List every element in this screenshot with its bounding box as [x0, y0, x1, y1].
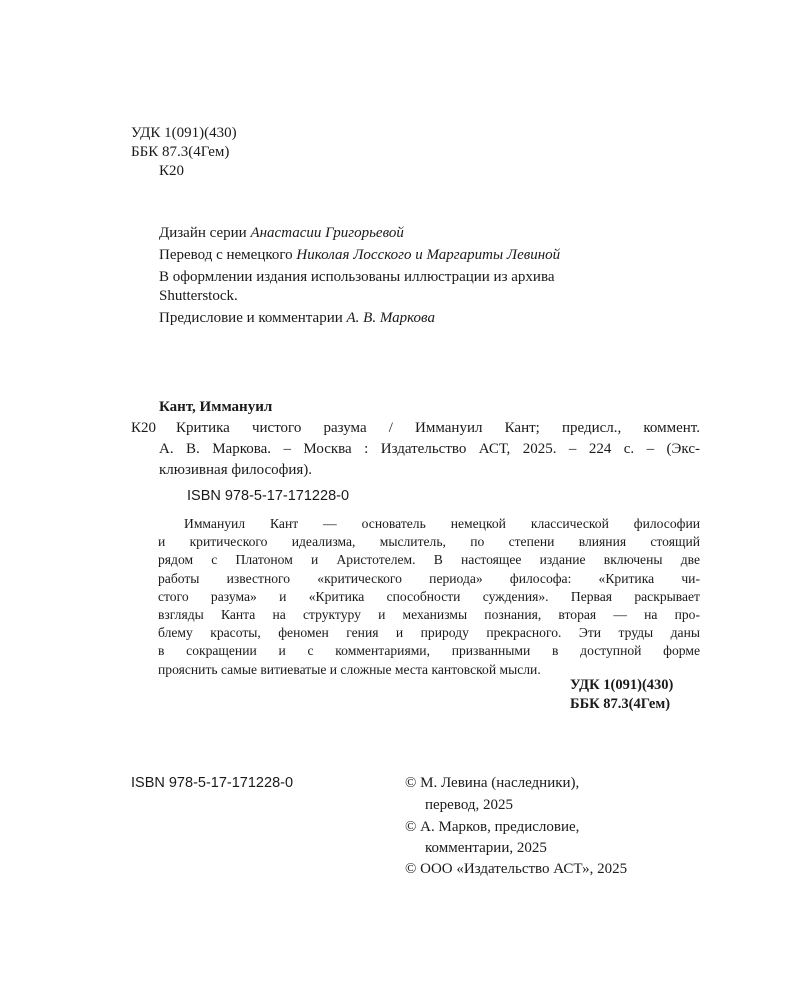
- catalog-author: Кант, Иммануил: [159, 399, 273, 415]
- annotation-line: рядом с Платоном и Аристотелем. В настоящее издание включены две: [158, 552, 700, 568]
- preface-author-name: А. В. Маркова: [346, 310, 435, 326]
- catalog-udk: УДК 1(091)(430): [570, 677, 674, 693]
- series-design-label: Дизайн серии: [159, 225, 251, 241]
- translator-names: Николая Лосского и Маргариты Левиной: [296, 247, 561, 263]
- annotation-line: и критического идеализма, мыслитель, по степени влияния стоящий: [158, 534, 700, 550]
- series-design-credit: [159, 224, 404, 243]
- copyright-publisher: © ООО «Издательство АСТ», 2025: [405, 861, 628, 877]
- annotation-line: блему красоты, феномен гения и природу прекрасного. Эти труды даны: [158, 625, 700, 641]
- translation-label: Перевод с немецкого: [159, 247, 297, 263]
- udk-code: УДК 1(091)(430): [131, 125, 237, 141]
- annotation-line: Иммануил Кант — основатель немецкой классической философии: [184, 516, 700, 531]
- bbk-code: ББК 87.3(4Гем): [131, 144, 230, 160]
- catalog-description-text2: А. В. Маркова. – Москва : Издательство АСТ, 2025. – 224 с. – (Экс-: [159, 441, 700, 457]
- annotation-line: в сокращении и с комментариями, призванными в доступной форме: [158, 643, 700, 659]
- annotation: [158, 515, 700, 679]
- preface-credit: [159, 309, 435, 328]
- catalog-description-line3: клюзивная философия).: [159, 462, 313, 478]
- translation-credit: [159, 246, 560, 265]
- annotation-line: работы известного «критического периода» философа: «Критика чи-: [158, 570, 700, 586]
- catalog-bbk: ББК 87.3(4Гем): [570, 696, 671, 712]
- annotation-line: прояснить самые витиеватые и сложные места кантовской мысли.: [158, 661, 541, 677]
- annotation-line: взгляды Канта на структуру и механизмы познания, вторая — на про-: [158, 607, 700, 623]
- preface-label: Предисловие и комментарии: [159, 310, 347, 326]
- catalog-mark: К20: [131, 420, 157, 436]
- copyright-preface-line1: © А. Марков, предисловие,: [405, 819, 580, 835]
- catalog-isbn: ISBN 978-5-17-171228-0: [187, 488, 350, 504]
- copyright-translation-line2: перевод, 2025: [425, 797, 514, 813]
- catalog-description-line2: [159, 440, 700, 459]
- illustrations-credit-line1: В оформлении издания использованы иллюстрации из архива: [159, 269, 555, 285]
- annotation-line: стого разума» и «Критика способности суждения». Первая раскрывает: [158, 588, 700, 604]
- series-designer-name: Анастасии Григорьевой: [250, 225, 404, 241]
- footer-isbn: ISBN 978-5-17-171228-0: [131, 775, 294, 791]
- copyright-translation-line1: © М. Левина (наследники),: [405, 775, 580, 791]
- author-mark: К20: [159, 163, 185, 179]
- copyright-preface-line2: комментарии, 2025: [425, 840, 547, 856]
- illustrations-credit-line2: Shutterstock.: [159, 288, 238, 304]
- catalog-description-line1: [176, 419, 700, 438]
- catalog-description-text1: Критика чистого разума / Иммануил Кант; предисл., коммент.: [176, 420, 700, 436]
